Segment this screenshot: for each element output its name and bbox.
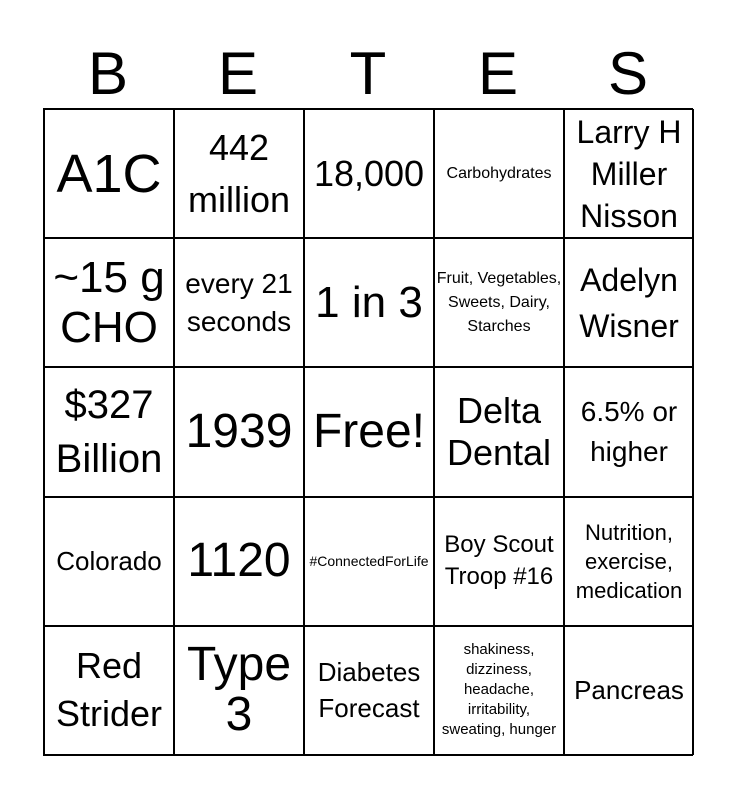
cell-text: Fruit, Vegetables, Sweets, Dairy, Starches [436, 269, 562, 335]
bingo-cell[interactable] [434, 367, 564, 496]
cell-text: 1 in 3 [315, 277, 423, 327]
bingo-cell[interactable] [434, 238, 564, 367]
cell-text: Pancreas [574, 675, 684, 706]
cell-text: Red Strider [55, 645, 163, 735]
bingo-cell[interactable] [44, 238, 174, 367]
cell-text: 1120 [187, 534, 291, 588]
bingo-cell[interactable] [174, 238, 304, 367]
cell-text: 6.5% or higher [580, 395, 678, 467]
cell-text: 18,000 [313, 152, 425, 194]
bingo-cell[interactable] [434, 109, 564, 238]
bingo-cell[interactable] [174, 109, 304, 238]
bingo-cell[interactable] [174, 626, 304, 755]
bingo-cell[interactable] [304, 109, 434, 238]
bingo-cell[interactable] [304, 497, 434, 626]
cell-text: Larry H Miller Nisson [576, 113, 682, 234]
cell-text: ~15 g CHO [53, 252, 165, 352]
header-letter-s: S [607, 40, 649, 107]
bingo-cell[interactable] [44, 497, 174, 626]
cell-text: Boy Scout Troop #16 [444, 531, 554, 591]
bingo-cell[interactable] [434, 497, 564, 626]
cell-text: Carbohydrates [446, 164, 552, 182]
bingo-cell[interactable] [174, 497, 304, 626]
cell-text: Free! [312, 404, 426, 458]
cell-text: $327 Billion [55, 382, 163, 481]
bingo-cell[interactable] [564, 367, 694, 496]
cell-text: 1939 [185, 404, 293, 458]
cell-text: every 21 seconds [185, 267, 293, 337]
bingo-cell[interactable] [44, 367, 174, 496]
cell-text: shakiness, dizziness, headache, irritability, sweating, hunger [441, 641, 557, 739]
cell-text: 442 million [187, 126, 291, 220]
header-letter-e: E [217, 40, 259, 107]
cell-text: #ConnectedForLife [309, 553, 429, 570]
header-letter-b: B [87, 40, 129, 107]
bingo-cell[interactable] [304, 367, 434, 496]
bingo-cell[interactable] [304, 626, 434, 755]
cell-text: Type 3 [186, 638, 292, 742]
bingo-cell[interactable] [174, 367, 304, 496]
bingo-cell[interactable] [44, 626, 174, 755]
bingo-cell[interactable] [564, 109, 694, 238]
bingo-cell[interactable] [434, 626, 564, 755]
header-letter-e2: E [477, 40, 519, 107]
bingo-cell[interactable] [564, 497, 694, 626]
cell-text: Adelyn Wisner [579, 261, 679, 344]
cell-text: Delta Dental [446, 389, 552, 473]
bingo-card-grid [43, 108, 693, 756]
cell-text: Colorado [56, 546, 162, 577]
bingo-cell[interactable] [564, 238, 694, 367]
bingo-cell[interactable] [304, 238, 434, 367]
cell-text: Diabetes Forecast [317, 657, 421, 724]
cell-text: Nutrition, exercise, medication [575, 519, 683, 603]
bingo-cell[interactable] [564, 626, 694, 755]
cell-text: A1C [56, 143, 162, 204]
bingo-header [43, 40, 693, 108]
header-letter-t: T [349, 40, 387, 107]
bingo-cell[interactable] [44, 109, 174, 238]
